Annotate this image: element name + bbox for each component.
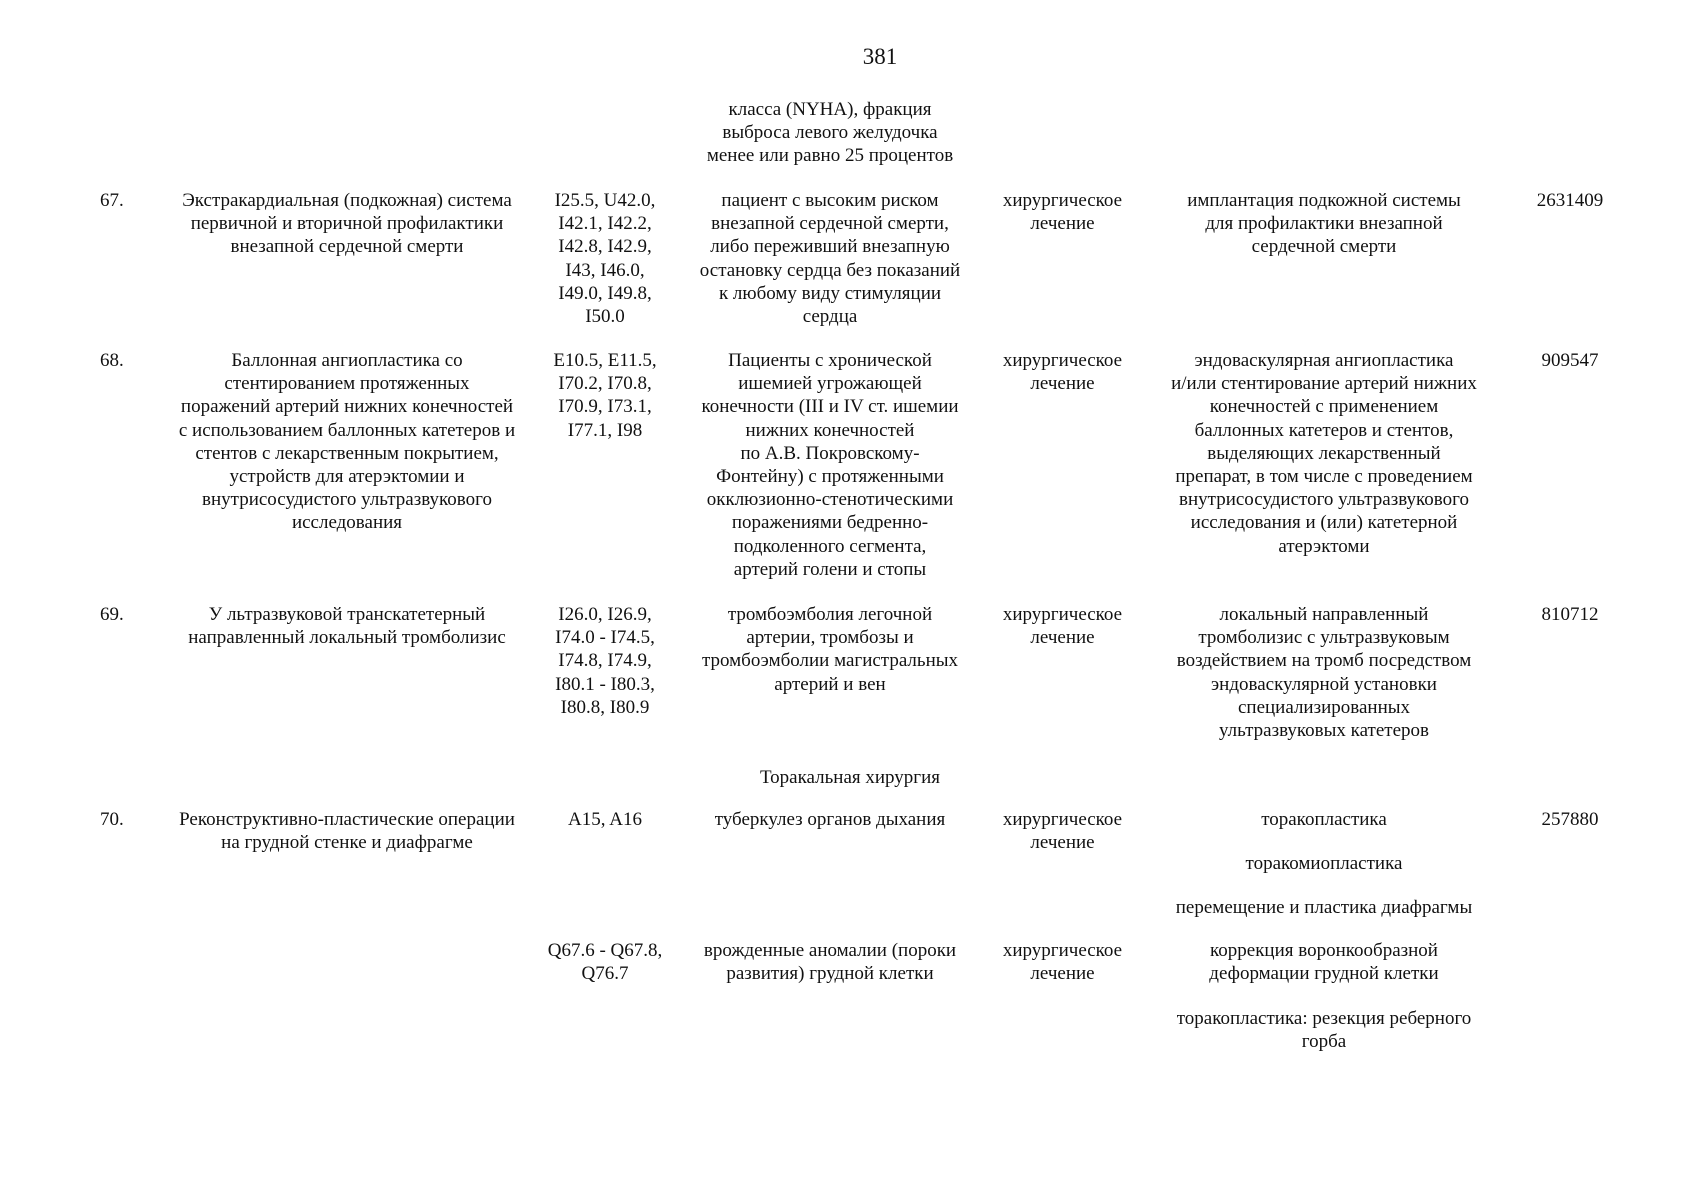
row-cost: 257880 [1541, 809, 1599, 830]
row-number: 70. [100, 809, 124, 830]
row-patient-model: пациент с высоким риском внезапной сердечной смерти, либо переживший внезапную остановку сердца без показаний к любому виду стимуляции сердца [699, 190, 961, 328]
row-codes: E10.5, E11.5, I70.2, I70.8, I70.9, I73.1, I77.1, I98 [553, 350, 657, 441]
row-treatment-type: хирургическое лечение [1002, 940, 1123, 985]
row-treatment-type: хирургическое лечение [1002, 350, 1123, 395]
row-method: перемещение и пластика диафрагмы [1175, 897, 1473, 918]
row-patient-model: туберкулез органов дыхания [714, 809, 946, 830]
row-method: локальный направленный тромболизис с ультразвуковым воздействием на тромб посредством эндоваскулярной установки специализированных ультразвуковых катетеров [1176, 604, 1472, 742]
row-method: коррекция воронкообразной деформации грудной клетки [1209, 940, 1439, 985]
row-patient-model: тромбоэмболия легочной артерии, тромбозы и тромбоэмболии магистральных артерий и вен [701, 604, 959, 695]
row-treatment-type: хирургическое лечение [1002, 190, 1123, 235]
row-codes: A15, A16 [568, 809, 642, 830]
row-patient-model: Пациенты с хронической ишемией угрожающей конечности (III и IV ст. ишемии нижних конечностей по А.В. Покровскому- Фонтейну) с протяженными окклюзионно-стенотическими поражениями бедренно- подколенного сегмента, артерий голени и стопы [701, 350, 959, 580]
row-name: Реконструктивно-пластические операции на грудной стенке и диафрагме [179, 809, 515, 854]
row-number: 68. [100, 350, 124, 371]
row-cost: 810712 [1541, 604, 1599, 625]
row-cost: 909547 [1541, 350, 1599, 371]
row-patient-model: врожденные аномалии (пороки развития) грудной клетки [703, 940, 957, 985]
row-method: торакомиопластика [1245, 853, 1403, 874]
continuation-patient-model: класса (NYHA), фракция выброса левого желудочка менее или равно 25 процентов [706, 99, 954, 167]
row-codes: Q67.6 - Q67.8, Q76.7 [547, 940, 663, 985]
row-treatment-type: хирургическое лечение [1002, 604, 1123, 649]
row-method: эндоваскулярная ангиопластика и/или стентирование артерий нижних конечностей с применением баллонных катетеров и стентов, выделяющих лекарственный препарат, в том числе с проведением внутрисосудистого ультразвукового исследования и (или) катетерной атерэктоми [1171, 350, 1477, 557]
row-cost: 2631409 [1536, 190, 1604, 211]
row-method: торакопластика [1261, 809, 1387, 830]
section-heading: Торакальная хирургия [759, 767, 940, 788]
row-method: торакопластика: резекция реберного горба [1176, 1008, 1472, 1053]
row-codes: I25.5, U42.0, I42.1, I42.2, I42.8, I42.9, I43, I46.0, I49.0, I49.8, I50.0 [554, 190, 656, 328]
page-number: 381 [862, 44, 898, 69]
row-name: Экстракардиальная (подкожная) система первичной и вторичной профилактики внезапной сердечной смерти [182, 190, 512, 258]
row-codes: I26.0, I26.9, I74.0 - I74.5, I74.8, I74.9, I80.1 - I80.3, I80.8, I80.9 [555, 604, 655, 718]
row-treatment-type: хирургическое лечение [1002, 809, 1123, 854]
row-number: 67. [100, 190, 124, 211]
row-name: У льтразвуковой транскатетерный направленный локальный тромболизис [188, 604, 506, 649]
row-number: 69. [100, 604, 124, 625]
row-method: имплантация подкожной системы для профилактики внезапной сердечной смерти [1187, 190, 1461, 258]
row-name: Баллонная ангиопластика со стентированием протяженных поражений артерий нижних конечностей с использованием баллонных катетеров и стентов с лекарственным покрытием, устройств для атерэктомии и внутрисосудистого ультразвукового исследования [178, 350, 516, 534]
